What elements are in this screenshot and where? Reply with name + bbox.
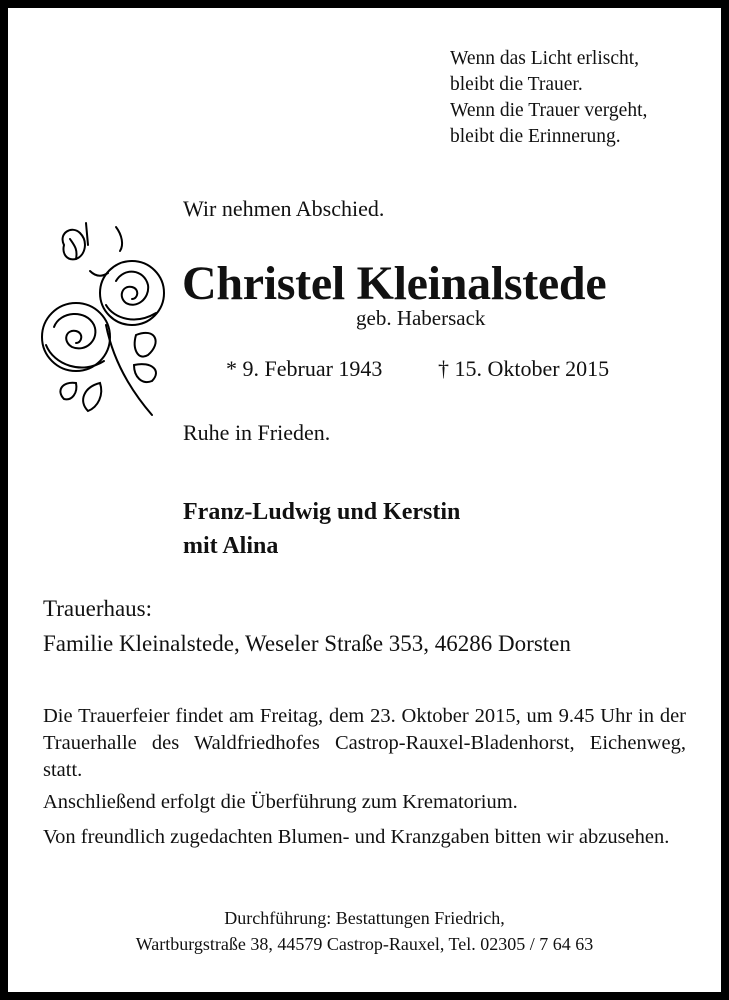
- poem: [450, 46, 647, 150]
- cremation-paragraph: Anschließend erfolgt die Überführung zum Krematorium.: [43, 791, 518, 813]
- funeral-info-paragraph: Die Trauerfeier findet am Freitag, dem 23. Oktober 2015, um 9.45 Uhr in der Trauerhalle des Waldfriedhofes Castrop-Rauxel-Bladenhorst, Eichenweg, statt.: [43, 705, 686, 781]
- rest-in-peace-text: Ruhe in Frieden.: [183, 420, 331, 445]
- poem-line: bleibt die Erinnerung.: [450, 126, 621, 147]
- footer-line: Durchführung: Bestattungen Friedrich,: [224, 908, 505, 928]
- footer-line: Wartburgstraße 38, 44579 Castrop-Rauxel, Tel. 02305 / 7 64 63: [135, 934, 594, 954]
- birth-date: * 9. Februar 1943: [226, 356, 383, 381]
- mourning-house-label: Trauerhaus:: [43, 596, 153, 621]
- poem-line: Wenn die Trauer vergeht,: [450, 100, 648, 121]
- mourners-line: mit Alina: [183, 533, 279, 559]
- farewell-text: Wir nehmen Abschied.: [183, 196, 385, 221]
- mourners: [183, 495, 460, 563]
- mourning-house-address: Familie Kleinalstede, Weseler Straße 353, 46286 Dorsten: [43, 631, 571, 656]
- deceased-name: Christel Kleinalstede: [182, 257, 607, 310]
- mourners-line: Franz-Ludwig und Kerstin: [183, 499, 461, 525]
- flowers-paragraph: Von freundlich zugedachten Blumen- und Kranzgaben bitten wir abzusehen.: [43, 826, 670, 848]
- death-date: † 15. Oktober 2015: [438, 356, 610, 381]
- maiden-name: geb. Habersack: [356, 306, 486, 330]
- funeral-home-footer: [0, 905, 729, 957]
- rose-illustration: [36, 215, 166, 425]
- poem-line: bleibt die Trauer.: [450, 74, 583, 95]
- poem-line: Wenn das Licht erlischt,: [450, 48, 640, 69]
